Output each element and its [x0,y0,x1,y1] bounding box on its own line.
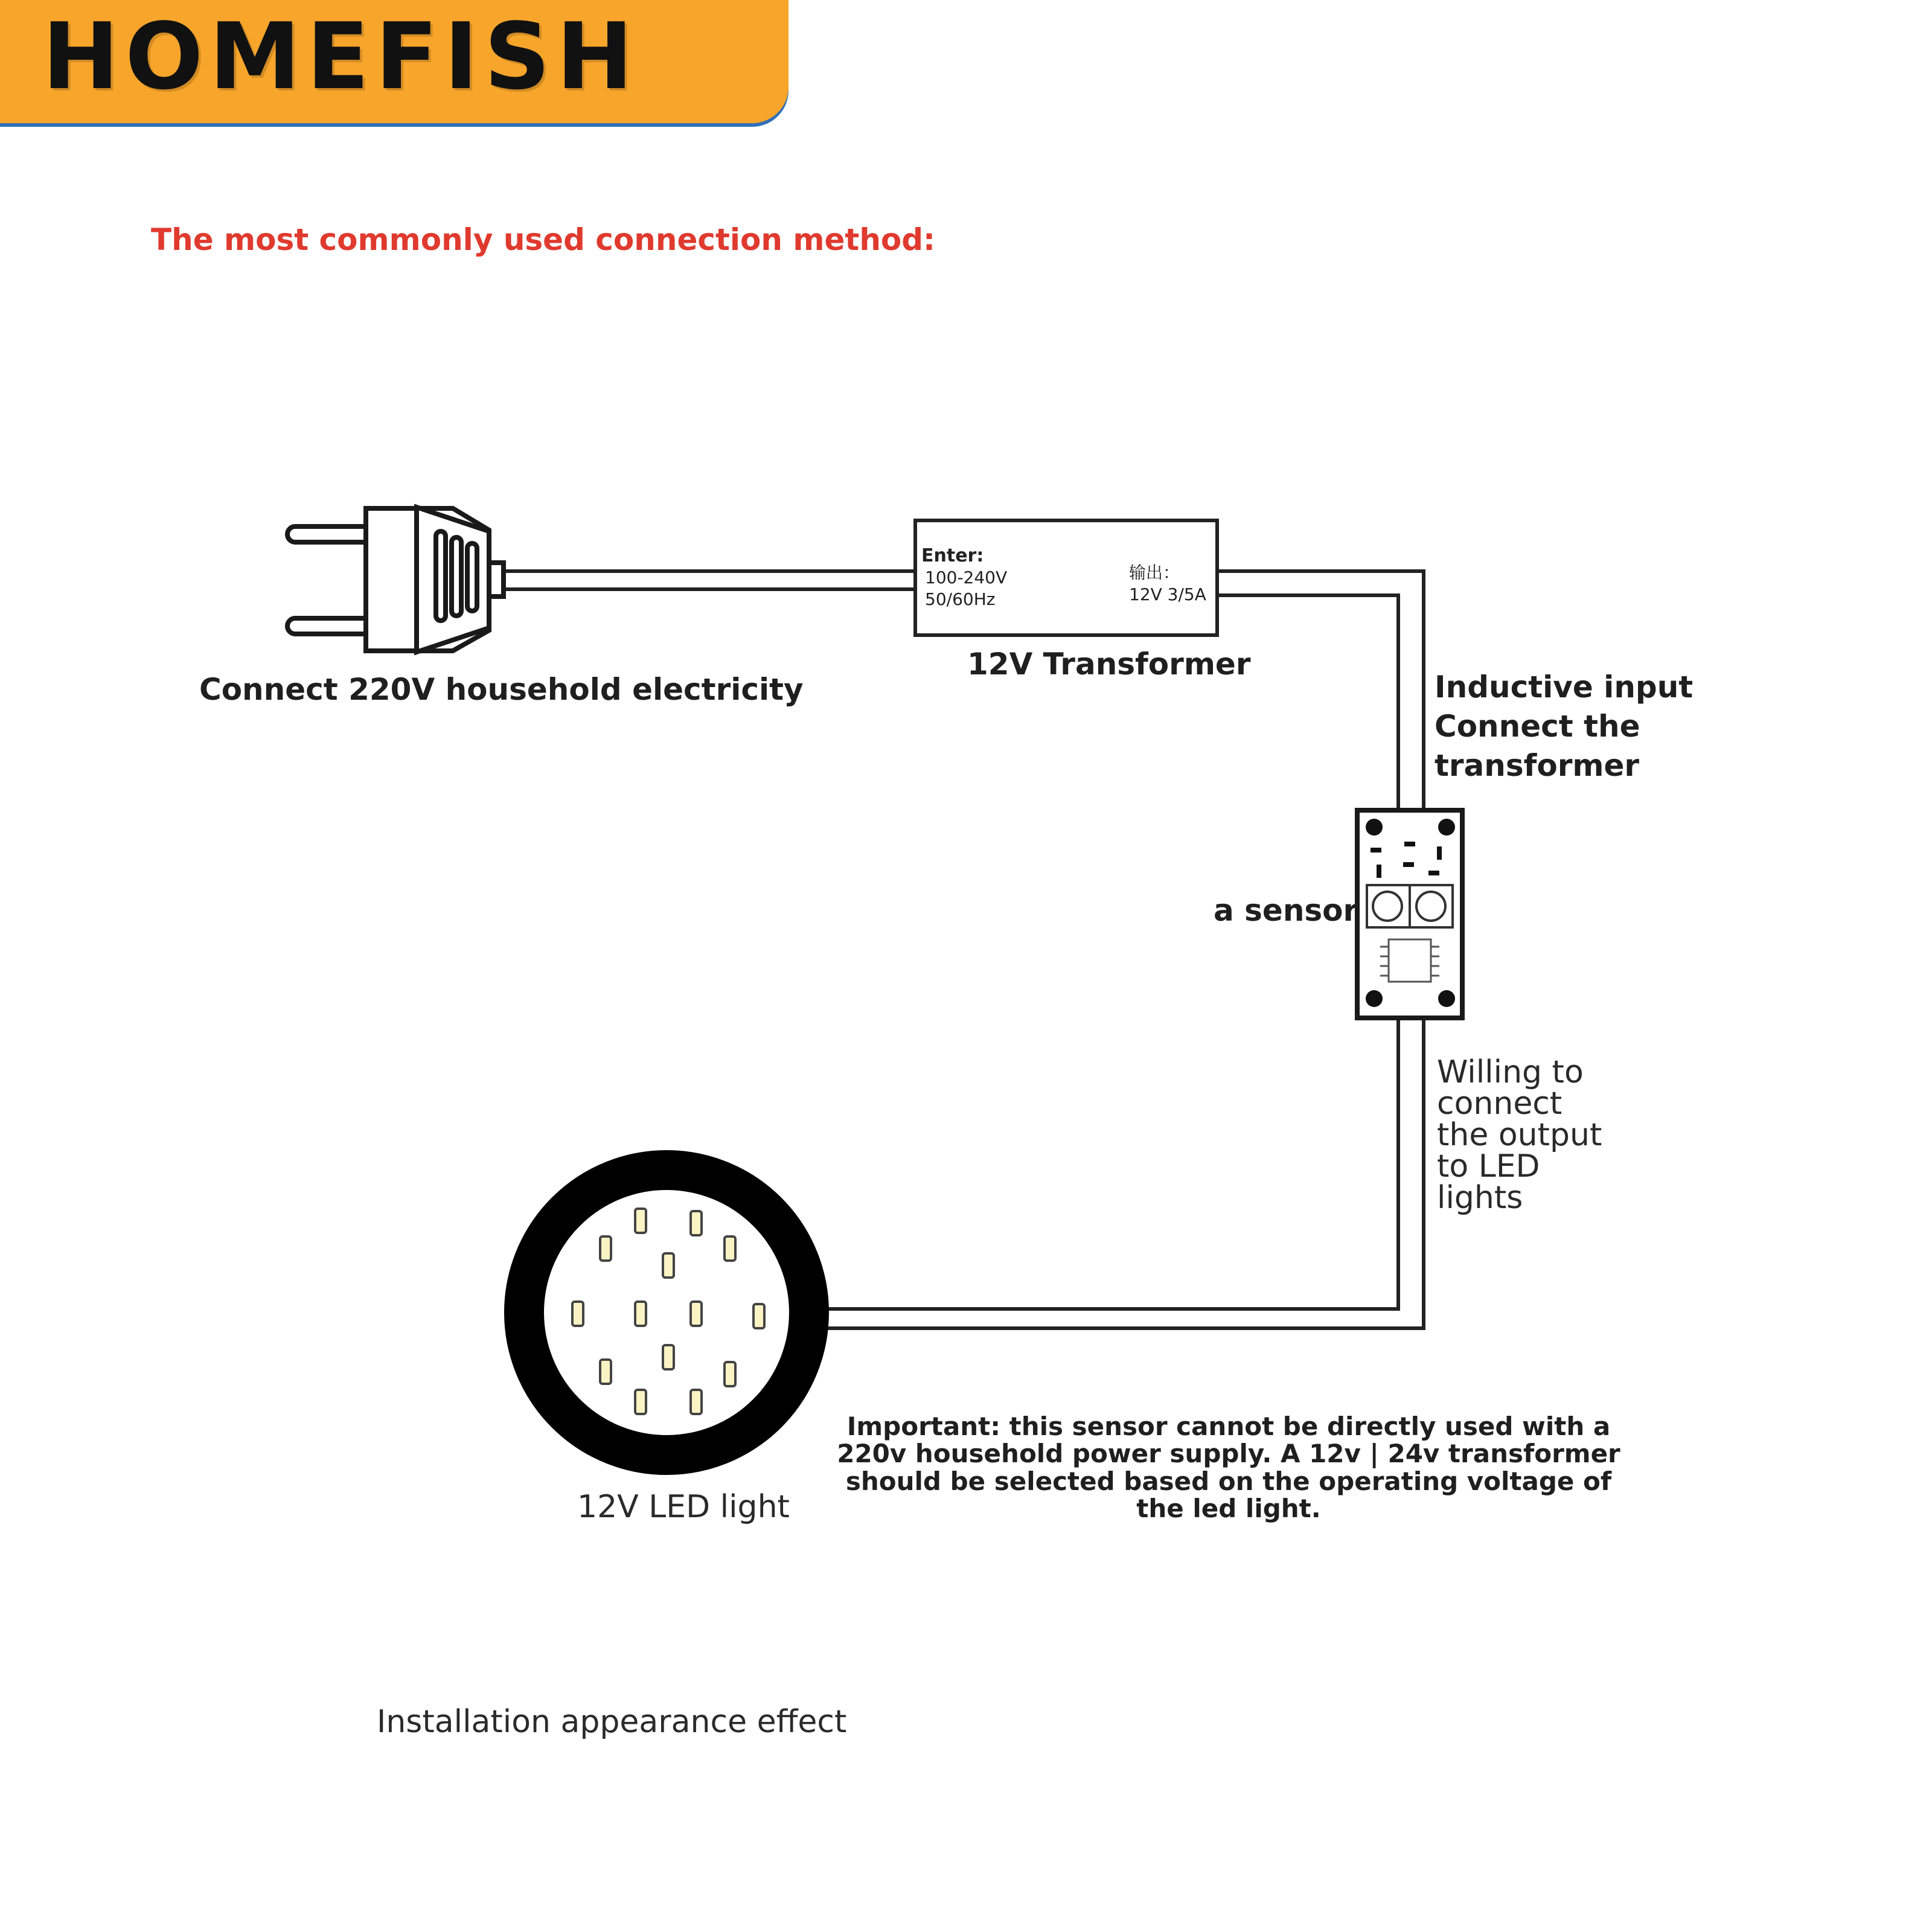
output-line-1: Willing to [1437,1054,1584,1090]
output-line-3: the output [1437,1117,1602,1153]
brand-logo: HOMEFISH [42,3,639,110]
plug-label: Connect 220V household electricity [199,672,804,707]
transformer-label: 12V Transformer [967,647,1251,682]
led-label: 12V LED light [577,1489,790,1525]
inductive-input-label [1435,668,1693,785]
output-line-4: to LED [1437,1148,1540,1185]
transformer-enter-voltage: 100-240V [925,568,1008,587]
transformer-output-label: 输出： [1129,563,1180,583]
transformer-output-value: 12V 3/5A [1129,584,1206,604]
sensor-label: a sensor [1214,893,1358,928]
sensor-icon [1357,810,1462,1018]
important-note: Important: this sensor cannot be directly used with a 220v household power supply. A 12v | 24v transformer should be selected based on the operating voltage of the led light. [837,1412,1620,1524]
inductive-input-line-2: Connect the [1435,709,1640,744]
led-light-icon [524,1170,809,1455]
inductive-input-line-1: Inductive input [1435,670,1694,705]
diagram-heading: The most commonly used connection method: [151,222,936,257]
output-line-5: lights [1437,1180,1523,1216]
transformer-enter-freq: 50/60Hz [925,589,996,609]
output-label [1437,1054,1602,1216]
plug-icon [287,507,504,652]
installation-label: Installation appearance effect [377,1704,847,1740]
output-line-2: connect [1437,1086,1563,1122]
transformer-enter-label: Enter: [921,545,984,566]
inductive-input-line-3: transformer [1435,748,1640,783]
